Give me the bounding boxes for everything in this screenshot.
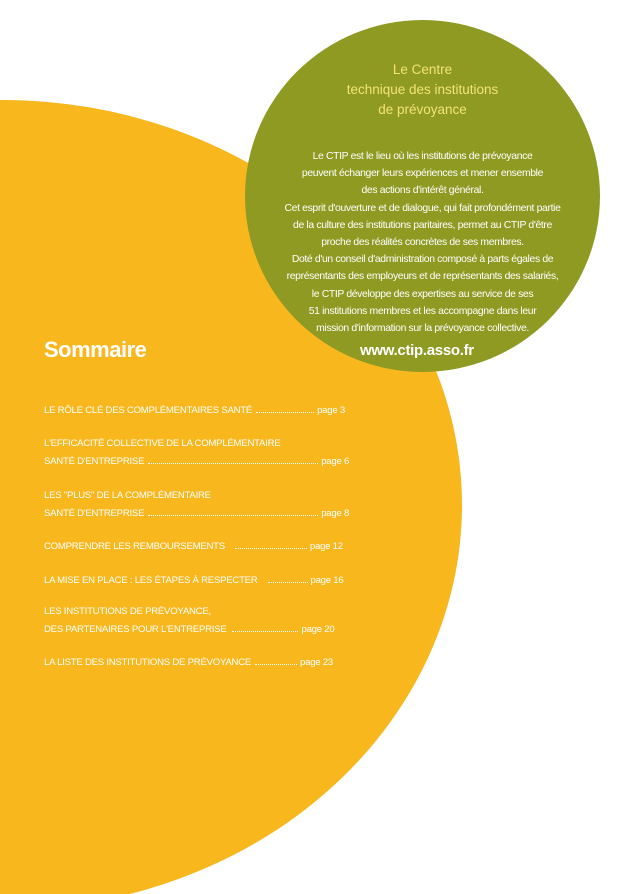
toc-page-number: page 12 — [309, 541, 343, 552]
toc-entry-label: DES PARTENAIRES POUR L'ENTREPRISE — [44, 624, 227, 635]
ctip-title-line: technique des institutions — [346, 82, 499, 97]
dot-leader — [148, 455, 318, 464]
toc-entry-label: LA MISE EN PLACE : LES ÉTAPES À RESPECTER — [44, 575, 258, 586]
dot-leader — [268, 574, 308, 583]
ctip-title-line: de prévoyance — [378, 102, 467, 117]
dot-leader — [235, 540, 307, 549]
toc-page-number: page 8 — [321, 508, 350, 519]
toc-entry-label: COMPRENDRE LES REMBOURSEMENTS — [44, 541, 225, 552]
toc-entry-label: LE RÔLE CLÉ DES COMPLÉMENTAIRES SANTÉ — [44, 405, 253, 416]
ctip-title-line: Le Centre — [392, 62, 453, 77]
toc-page-number: page 3 — [317, 405, 345, 416]
toc-entry — [44, 574, 343, 591]
toc-entry-label: SANTÉ D'ENTREPRISE — [44, 508, 145, 519]
ctip-body-line: le CTIP développe des expertises au service de ses — [311, 288, 534, 300]
toc-entry — [44, 540, 343, 557]
dot-leader — [148, 507, 318, 516]
toc-page-number: page 23 — [300, 657, 333, 668]
sommaire-title: Sommaire — [44, 337, 147, 362]
toc-entry-label: LES INSTITUTIONS DE PRÉVOYANCE, — [44, 606, 211, 617]
dot-leader — [255, 656, 297, 665]
ctip-body-line: représentants des employeurs et de représentants des salariés, — [286, 271, 559, 283]
toc-entry-label: LA LISTE DES INSTITUTIONS DE PRÉVOYANCE — [44, 657, 252, 668]
ctip-body-line: Cet esprit d'ouverture et de dialogue, qui fait profondément partie — [284, 202, 561, 214]
dot-leader — [256, 404, 314, 413]
ctip-body-line: de la culture des institutions paritaires, permet au CTIP d'être — [293, 219, 552, 231]
toc-entry — [44, 490, 349, 524]
ctip-title — [245, 60, 600, 120]
toc-page-number: page 16 — [310, 575, 344, 586]
toc-entry — [44, 438, 349, 472]
toc-entry-label: SANTÉ D'ENTREPRISE — [44, 456, 145, 467]
toc-page-number: page 20 — [301, 624, 335, 635]
ctip-description — [245, 148, 600, 337]
ctip-body-line: proche des réalités concrètes de ses membres. — [321, 237, 524, 249]
toc-page-number: page 6 — [321, 456, 350, 467]
toc-entry-label: L'EFFICACITÉ COLLECTIVE DE LA COMPLÉMENTAIRE — [44, 438, 281, 449]
ctip-website-url: www.ctip.asso.fr — [360, 342, 474, 359]
toc-entry-label: LES "PLUS" DE LA COMPLÉMENTAIRE — [44, 490, 211, 501]
ctip-body-line: Doté d'un conseil d'administration composé à parts égales de — [291, 254, 554, 266]
ctip-body-line: peuvent échanger leurs expériences et mener ensemble — [301, 168, 544, 180]
ctip-body-line: Le CTIP est le lieu où les institutions de prévoyance — [312, 151, 533, 162]
toc-entry — [44, 606, 334, 640]
ctip-info-circle — [245, 20, 600, 372]
ctip-body-line: des actions d'intérêt général. — [361, 185, 484, 197]
ctip-body-line: 51 institutions membres et les accompagne dans leur — [308, 305, 537, 317]
dot-leader — [232, 623, 298, 632]
toc-entry — [44, 656, 333, 673]
ctip-body-line: mission d'information sur la prévoyance collective. — [316, 323, 529, 335]
toc-entry — [44, 404, 345, 421]
